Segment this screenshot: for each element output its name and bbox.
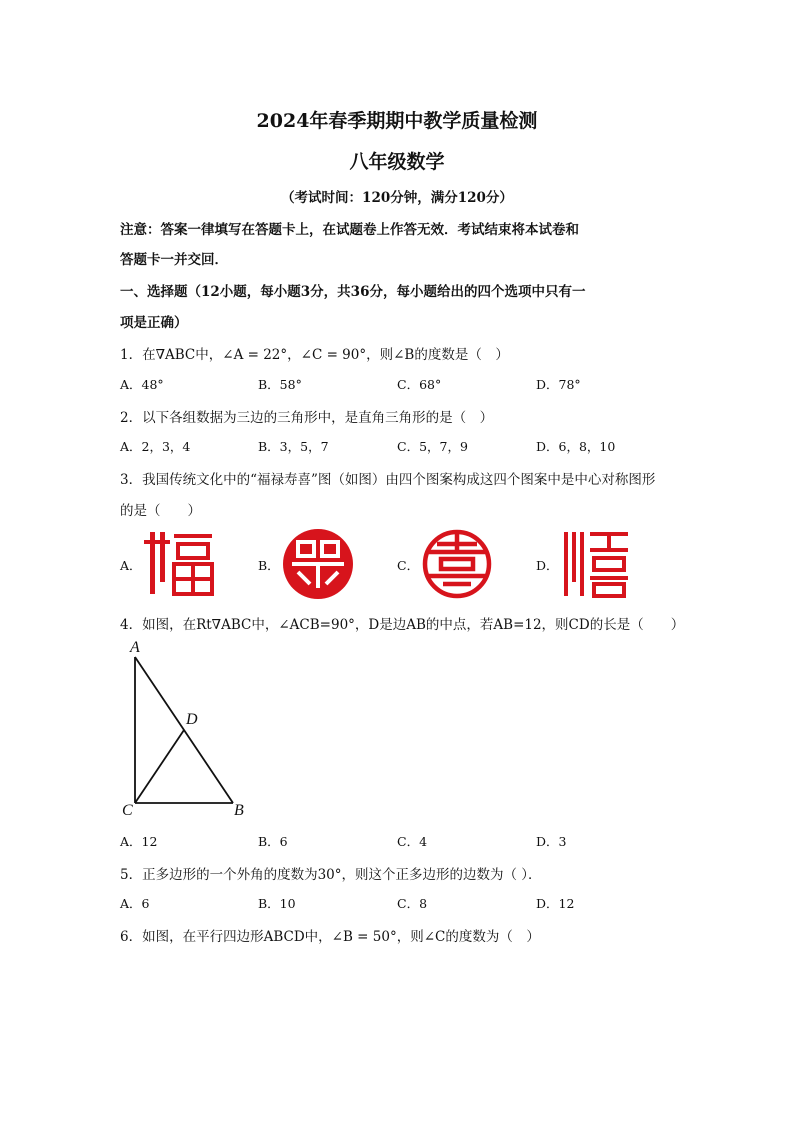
question-4-option-c: C．4 [397,834,428,849]
fu-emblem-icon [144,528,216,600]
section-heading-line-1: 一、选择题（12小题，每小题3分，共36分，每小题给出的四个选项中只有一 [120,284,586,300]
question-6-stem: 6．如图，在平行四边形ABCD中，∠B = 50°，则∠C的度数为（ ） [120,929,540,945]
question-3-option-a: A． [120,558,142,573]
question-5-stem: 5．正多边形的一个外角的度数为30°，则这个正多边形的边数为（ ）． [120,867,542,883]
vertex-d-label: D [186,711,198,728]
question-2-option-a: A．2，3，4 [120,439,191,454]
question-2-option-b: B．3，5，7 [258,439,329,454]
question-2-stem: 2．以下各组数据为三边的三角形中，是直角三角形的是（ ） [120,410,494,426]
question-2-option-d: D．6，8，10 [536,439,616,454]
vertex-c-label: C [122,802,133,819]
section-heading-line-2: 项是正确） [120,315,188,331]
question-1-stem: 1．在∇ABC中，∠A = 22°，∠C = 90°，则∠B的度数是（ ） [120,347,509,363]
question-1-option-d: D．78° [536,377,581,392]
question-5-option-a: A．6 [120,896,150,911]
question-5-option-d: D．12 [536,896,575,911]
question-3-stem-continued: 的是（ ） [120,503,201,519]
question-5-option-b: B．10 [258,896,296,911]
question-3-option-d: D． [536,558,559,573]
question-5-option-c: C．8 [397,896,428,911]
question-3-stem: 3．我国传统文化中的“福禄寿喜”图（如图）由四个图案构成这四个图案中是中心对称图形 [120,472,656,488]
notice-line-1: 注意：答案一律填写在答题卡上，在试题卷上作答无效．考试结束将本试卷和 [120,222,579,238]
exam-title: 2024年春季期期中教学质量检测 [256,110,538,132]
shou-emblem-icon [421,528,493,600]
notice-line-2: 答题卡一并交回． [120,252,228,268]
question-4-option-b: B．6 [258,834,288,849]
question-2-option-c: C．5，7，9 [397,439,468,454]
question-4-option-a: A．12 [120,834,158,849]
exam-subtitle: 八年级数学 [349,151,445,173]
lu-emblem-icon [282,528,354,600]
triangle-figure [125,645,255,825]
question-3-option-c: C． [397,558,420,573]
question-3-option-b: B． [258,558,280,573]
vertex-b-label: B [234,802,244,819]
question-1-option-b: B．58° [258,377,302,392]
exam-time-info: （考试时间：120分钟，满分120分） [281,190,513,206]
question-4-option-d: D．3 [536,834,567,849]
question-4-stem: 4．如图，在Rt∇ABC中，∠ACB=90°，D是边AB的中点，若AB=12，则CD的长是（ ） [120,617,685,633]
xi-emblem-icon [560,528,632,600]
question-1-option-a: A．48° [120,377,164,392]
vertex-a-label: A [130,639,140,656]
question-1-option-c: C．68° [397,377,442,392]
